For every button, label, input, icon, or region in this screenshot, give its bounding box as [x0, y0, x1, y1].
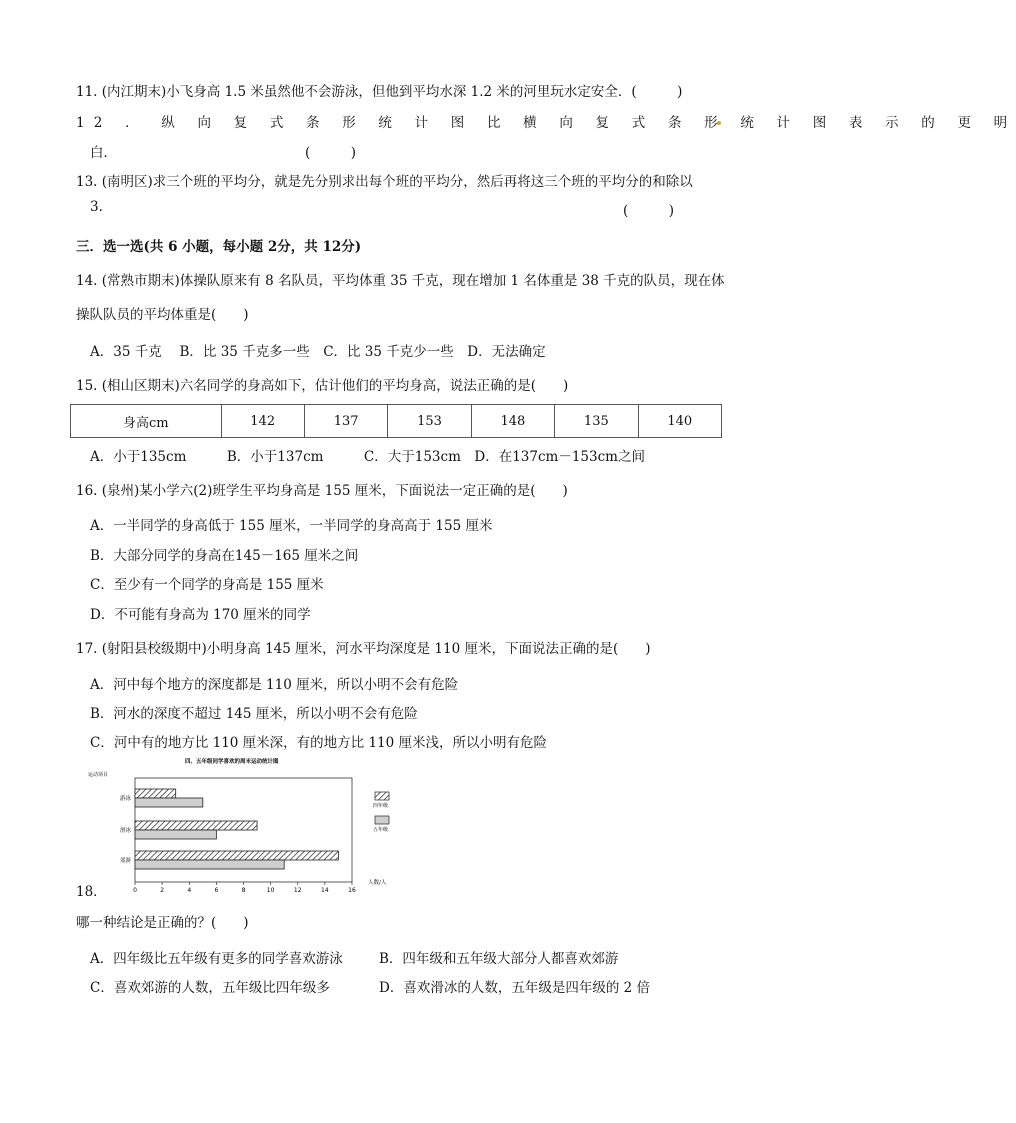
x-tick-label: 16 — [348, 887, 356, 894]
question-17: 17. (射阳县校级期中)小明身高 145 厘米，河水平均深度是 110 厘米，下面说法正确的是( ) — [76, 641, 651, 657]
question-17-option-c: C．河中有的地方比 110 厘米深，有的地方比 110 厘米浅，所以小明有危险 — [90, 735, 548, 751]
height-table — [70, 404, 722, 438]
question-16-option-b: B．大部分同学的身高在145－165 厘米之间 — [90, 548, 359, 564]
x-tick-label: 0 — [133, 887, 137, 894]
table-row — [71, 405, 722, 438]
question-15-options: A．小于135cm B．小于137cm C．大于153cm D．在137cm－153cm之间 — [90, 449, 645, 465]
bar-郊游-五年级 — [135, 860, 284, 869]
category-label: 郊游 — [119, 858, 131, 864]
question-16-option-a: A．一半同学的身高低于 155 厘米，一半同学的身高高于 155 厘米 — [90, 518, 493, 534]
bar-游泳-四年级 — [135, 789, 176, 798]
question-11: 11. (内江期末)小飞身高 1.5 米虽然他不会游泳，但他到平均水深 1.2 米的河里玩水定安全．( ) — [76, 84, 683, 100]
x-tick-label: 10 — [266, 887, 275, 894]
question-16: 16. (泉州)某小学六(2)班学生平均身高是 155 厘米，下面说法一定正确的是( ) — [76, 483, 568, 499]
question-18: 哪一种结论是正确的？( ) — [76, 915, 249, 931]
question-15: 15. (相山区期末)六名同学的身高如下，估计他们的平均身高，说法正确的是( ) — [76, 378, 569, 394]
table-cell: 135 — [555, 405, 638, 438]
x-tick-label: 2 — [160, 887, 165, 894]
table-cell: 148 — [471, 405, 554, 438]
bar-郊游-四年级 — [135, 851, 338, 860]
question-13-line1: 13. (南明区)求三个班的平均分，就是先分别求出每个班的平均分，然后再将这三个班的平均分的和除以 — [76, 174, 693, 190]
table-cell: 137 — [304, 405, 387, 438]
table-cell: 153 — [388, 405, 471, 438]
legend-label: 五年级 — [373, 827, 389, 833]
chart-xlabel: 人数/人 — [368, 880, 387, 886]
x-tick-label: 14 — [321, 887, 329, 894]
table-cell: 142 — [221, 405, 304, 438]
question-12-line1: 12 ． 纵 向 复 式 条 形 统 计 图 比 横 向 复 式 条 形 统 计 图 表 示 的 更 明 — [76, 115, 1016, 131]
question-18-option-a: A．四年级比五年级有更多的同学喜欢游泳 — [90, 951, 343, 967]
question-13-line2: 3. — [90, 199, 103, 215]
chart-svg — [88, 756, 400, 896]
question-12-line2: 白． — [90, 145, 117, 161]
question-18-option-c: C．喜欢郊游的人数，五年级比四年级多 — [90, 980, 330, 996]
sports-bar-chart — [88, 756, 400, 896]
bar-游泳-五年级 — [135, 798, 203, 807]
legend-label: 四年级 — [373, 803, 389, 809]
bar-滑冰-四年级 — [135, 821, 257, 830]
category-label: 滑冰 — [119, 828, 131, 834]
bar-滑冰-五年级 — [135, 830, 216, 839]
question-12-answer-paren: ( ) — [305, 145, 357, 161]
question-14-line2: 操队队员的平均体重是( ) — [76, 307, 249, 323]
question-17-option-b: B．河水的深度不超过 145 厘米，所以小明不会有危险 — [90, 706, 418, 722]
x-tick-label: 12 — [293, 887, 302, 894]
section-3-heading: 三．选一选(共 6 小题，每小题 2分，共 12分) — [76, 239, 362, 255]
chart-title: 四、五年级同学喜欢的周末运动统计图 — [185, 759, 279, 765]
question-18-option-b: B．四年级和五年级大部分人都喜欢郊游 — [379, 951, 619, 967]
x-tick-label: 8 — [241, 887, 246, 894]
category-label: 游泳 — [119, 796, 131, 802]
table-cell: 140 — [638, 405, 721, 438]
question-17-option-a: A．河中每个地方的深度都是 110 厘米，所以小明不会有危险 — [90, 677, 459, 693]
x-tick-label: 4 — [187, 887, 192, 894]
legend-swatch-四年级 — [375, 792, 389, 800]
question-14-line1: 14. (常熟市期末)体操队原来有 8 名队员，平均体重 35 千克，现在增加 1 名体重是 38 千克的队员，现在体 — [76, 273, 725, 289]
question-16-option-c: C．至少有一个同学的身高是 155 厘米 — [90, 577, 324, 593]
legend-swatch-五年级 — [375, 816, 389, 824]
table-header-cell: 身高cm — [71, 405, 222, 438]
x-tick-label: 6 — [214, 887, 219, 894]
question-13-answer-paren: ( ) — [623, 203, 675, 219]
question-18-option-d: D．喜欢滑冰的人数，五年级是四年级的 2 倍 — [379, 980, 650, 996]
chart-ylabel: 运动项目 — [88, 772, 109, 778]
question-16-option-d: D．不可能有身高为 170 厘米的同学 — [90, 607, 311, 623]
question-18-number: 18． — [76, 884, 107, 900]
question-14-options: A．35 千克 B．比 35 千克多一些 C．比 35 千克少一些 D．无法确定 — [90, 344, 546, 360]
